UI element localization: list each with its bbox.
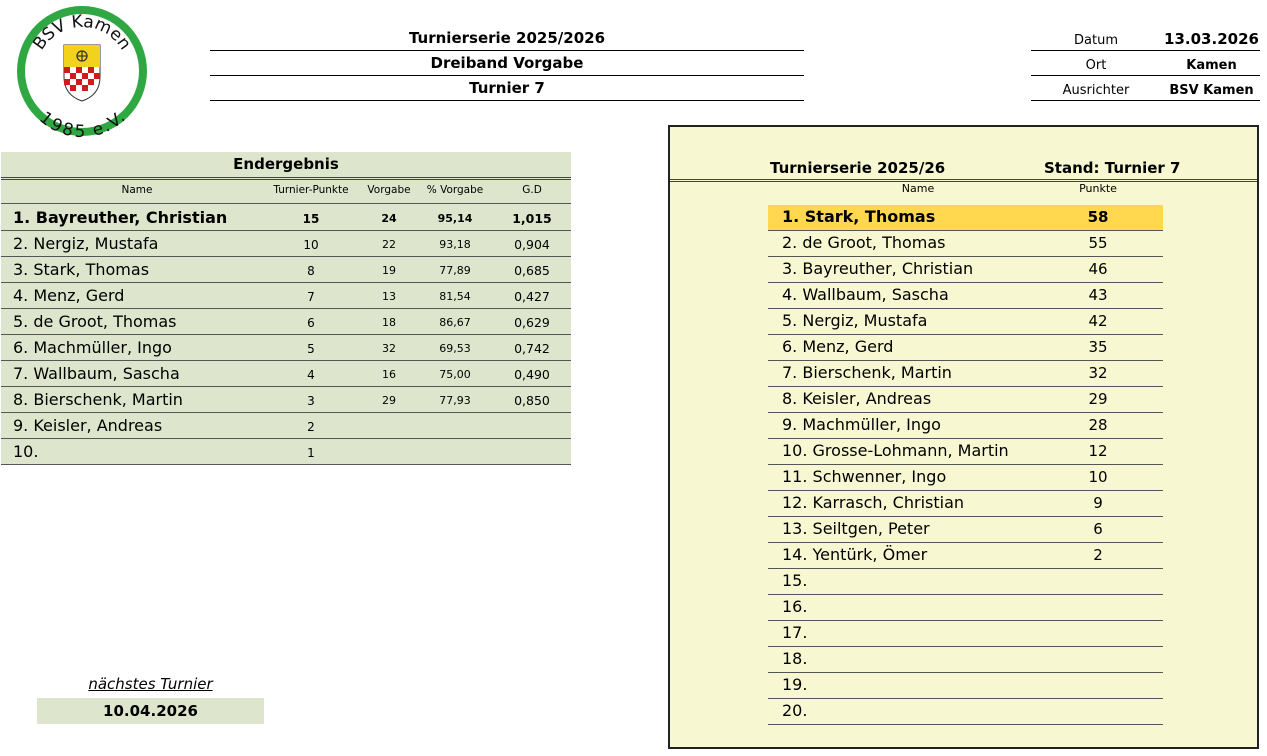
vorgabe-value: 24: [381, 212, 397, 225]
tournament-points: 8: [307, 264, 315, 278]
pct-vorgabe-value: 81,54: [439, 290, 471, 303]
standings-player-name: 9. Machmüller, Ingo: [782, 415, 941, 434]
player-name: 8. Bierschenk, Martin: [13, 390, 183, 409]
tournament-points: 3: [307, 394, 315, 408]
col-header-gd: G.D: [522, 184, 542, 196]
pct-vorgabe-value: 77,93: [439, 394, 471, 407]
standings-points: 12: [1088, 442, 1108, 460]
standings-row: [768, 699, 1163, 725]
table-row: [1, 283, 571, 309]
standings-points: 46: [1088, 260, 1108, 278]
player-name: 10.: [13, 442, 39, 461]
gd-value: 0,850: [514, 393, 550, 408]
meta-ausrichter: [1031, 76, 1260, 101]
standings-row: [768, 543, 1163, 569]
standings-player-name: 1. Stark, Thomas: [782, 207, 936, 226]
standings-player-name: 8. Keisler, Andreas: [782, 389, 932, 408]
standings-row: [768, 231, 1163, 257]
col-header-name: Name: [121, 184, 153, 196]
ausrichter-value: BSV Kamen: [1169, 83, 1254, 98]
pct-vorgabe-value: 75,00: [439, 368, 471, 381]
standings-player-name: 5. Nergiz, Mustafa: [782, 311, 928, 330]
standings-row: [768, 309, 1163, 335]
standings-points: 32: [1088, 364, 1108, 382]
pct-vorgabe-value: 93,18: [439, 238, 471, 251]
next-tournament-date: 10.04.2026: [37, 698, 264, 724]
table-row: [1, 361, 571, 387]
table-row: [1, 309, 571, 335]
standings-row: [768, 491, 1163, 517]
tournament-points: 2: [307, 420, 315, 434]
col-header-points: Turnier-Punkte: [273, 184, 349, 196]
standings-player-name: 4. Wallbaum, Sascha: [782, 285, 949, 304]
vorgabe-value: 16: [382, 368, 396, 381]
standings-player-name: 18.: [782, 649, 808, 668]
player-name: 7. Wallbaum, Sascha: [13, 364, 180, 383]
gd-value: 0,629: [514, 315, 550, 330]
logo-bottom-text: 1985 e.V.: [35, 107, 130, 139]
player-name: 2. Nergiz, Mustafa: [13, 234, 159, 253]
standings-points: 35: [1088, 338, 1108, 356]
standings-title-bar: [670, 157, 1257, 182]
table-row: [1, 335, 571, 361]
player-name: 9. Keisler, Andreas: [13, 416, 163, 435]
standings-row: [768, 569, 1163, 595]
pct-vorgabe-value: 95,14: [437, 212, 473, 225]
standings-row: [768, 595, 1163, 621]
next-tournament-label: nächstes Turnier: [88, 675, 213, 693]
shield-icon: [64, 45, 100, 101]
vorgabe-value: 18: [382, 316, 396, 329]
standings-player-name: 14. Yentürk, Ömer: [782, 545, 928, 564]
tournament-points: 1: [307, 446, 315, 460]
standings-row: [768, 257, 1163, 283]
standings-title: Turnierserie 2025/26: [770, 159, 946, 177]
standings-points: 42: [1088, 312, 1108, 330]
table-row: [1, 231, 571, 257]
standings-row: [768, 205, 1163, 231]
tournament-points: 4: [307, 368, 315, 382]
vorgabe-value: 22: [382, 238, 396, 251]
standings-row: [768, 335, 1163, 361]
table-row: [1, 413, 571, 439]
standings-points: 6: [1093, 520, 1103, 538]
standings-row: [768, 283, 1163, 309]
tournament-points: 7: [307, 290, 315, 304]
standings-panel: [668, 125, 1259, 749]
vorgabe-value: 19: [382, 264, 396, 277]
gd-value: 0,742: [514, 341, 550, 356]
tournament-points: 10: [303, 238, 319, 252]
vorgabe-value: 32: [382, 342, 396, 355]
standings-points: 55: [1088, 234, 1108, 252]
col-header-vorgabe: Vorgabe: [367, 184, 411, 196]
pct-vorgabe-value: 77,89: [439, 264, 471, 277]
standings-col-points: Punkte: [1079, 182, 1117, 195]
tournament-points: 15: [302, 212, 320, 226]
col-header-pct-vorgabe: % Vorgabe: [426, 184, 484, 196]
datum-value: 13.03.2026: [1164, 30, 1259, 48]
standings-row: [768, 517, 1163, 543]
standings-player-name: 17.: [782, 623, 808, 642]
gd-value: 1,015: [512, 211, 552, 226]
datum-label: Datum: [1074, 33, 1118, 48]
pct-vorgabe-value: 86,67: [439, 316, 471, 329]
standings-player-name: 20.: [782, 701, 808, 720]
vorgabe-value: 29: [382, 394, 396, 407]
gd-value: 0,490: [514, 367, 550, 382]
gd-value: 0,427: [514, 289, 550, 304]
tournament-points: 5: [307, 342, 315, 356]
player-name: 4. Menz, Gerd: [13, 286, 125, 305]
ort-label: Ort: [1085, 58, 1107, 73]
ort-value: Kamen: [1186, 58, 1237, 73]
standings-row: [768, 621, 1163, 647]
standings-points: 9: [1093, 494, 1103, 512]
standings-player-name: 7. Bierschenk, Martin: [782, 363, 952, 382]
standings-player-name: 16.: [782, 597, 808, 616]
player-name: 3. Stark, Thomas: [13, 260, 150, 279]
player-name: 1. Bayreuther, Christian: [13, 208, 228, 227]
standings-player-name: 12. Karrasch, Christian: [782, 493, 965, 512]
standings-row: [768, 387, 1163, 413]
results-table: [1, 152, 571, 464]
vorgabe-value: 13: [382, 290, 396, 303]
gd-value: 0,904: [514, 237, 550, 252]
standings-player-name: 6. Menz, Gerd: [782, 337, 894, 356]
standings-points: 2: [1093, 546, 1103, 564]
standings-row: [768, 361, 1163, 387]
standings-points: 28: [1088, 416, 1108, 434]
standings-row: [768, 413, 1163, 439]
table-row: [1, 439, 571, 465]
standings-row: [768, 465, 1163, 491]
table-row: [1, 257, 571, 283]
header-series: Turnierserie 2025/2026: [210, 29, 804, 51]
standings-points: 58: [1087, 208, 1109, 226]
standings-row: [768, 647, 1163, 673]
standings-player-name: 13. Seiltgen, Peter: [782, 519, 930, 538]
meta-datum: [1031, 26, 1260, 51]
player-name: 6. Machmüller, Ingo: [13, 338, 172, 357]
standings-row: [768, 439, 1163, 465]
standings-player-name: 11. Schwenner, Ingo: [782, 467, 947, 486]
tournament-points: 6: [307, 316, 315, 330]
standings-row: [768, 673, 1163, 699]
standings-points: 43: [1088, 286, 1108, 304]
standings-player-name: 3. Bayreuther, Christian: [782, 259, 974, 278]
player-name: 5. de Groot, Thomas: [13, 312, 177, 331]
standings-col-name: Name: [901, 182, 935, 195]
standings-points: 29: [1088, 390, 1108, 408]
standings-player-name: 10. Grosse-Lohmann, Martin: [782, 441, 1009, 460]
results-title: Endergebnis: [1, 152, 571, 180]
standings-points: 10: [1088, 468, 1108, 486]
table-row: [1, 205, 571, 231]
standings-player-name: 15.: [782, 571, 808, 590]
header-tournament: Turnier 7: [210, 79, 804, 101]
table-row: [1, 387, 571, 413]
pct-vorgabe-value: 69,53: [439, 342, 471, 355]
standings-player-name: 2. de Groot, Thomas: [782, 233, 946, 252]
standings-stand: Stand: Turnier 7: [1044, 159, 1181, 177]
standings-player-name: 19.: [782, 675, 808, 694]
header-discipline: Dreiband Vorgabe: [210, 54, 804, 76]
ausrichter-label: Ausrichter: [1062, 83, 1130, 98]
meta-ort: [1031, 51, 1260, 76]
logo-top-text: BSV Kamen: [29, 11, 135, 54]
club-logo: [14, 3, 150, 139]
gd-value: 0,685: [514, 263, 550, 278]
